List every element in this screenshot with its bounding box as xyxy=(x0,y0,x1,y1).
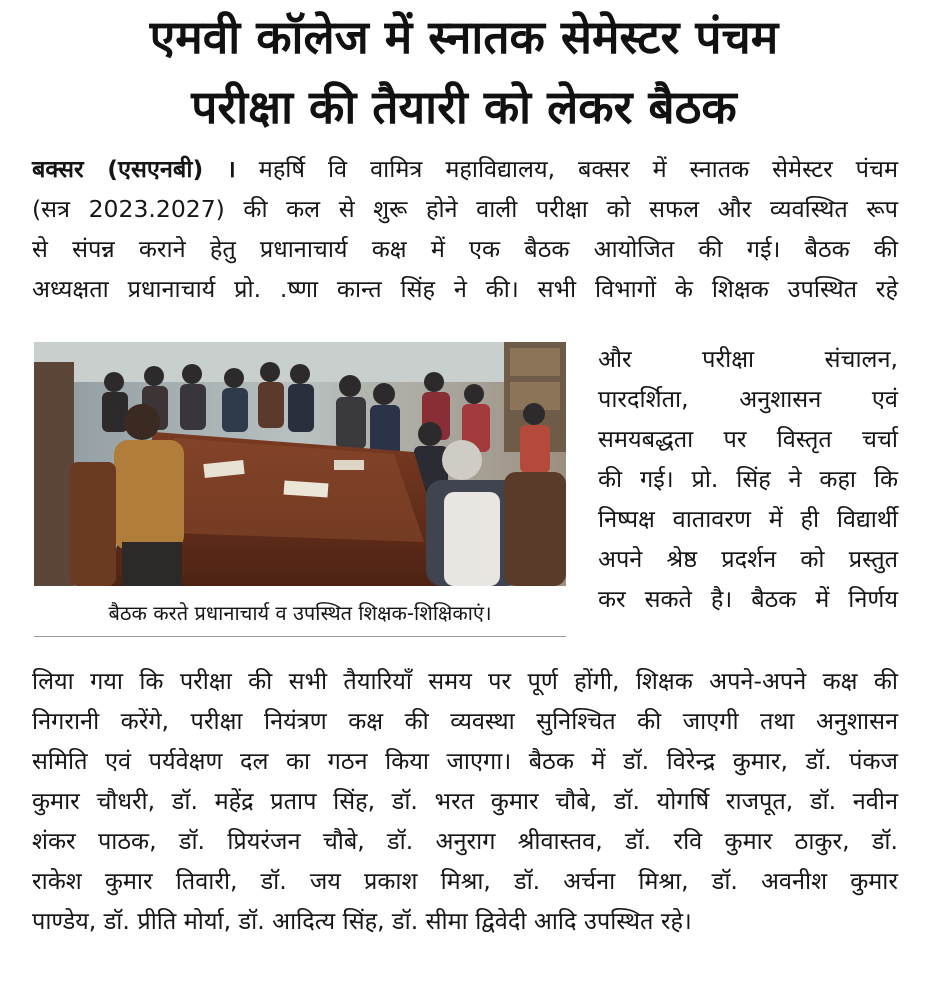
tail-line-3: समिति एवं पर्यवेक्षण दल का गठन किया जाएगा। बैठक में डॉ. विरेन्द्र कुमार, डॉ. पंकज xyxy=(32,747,898,775)
meeting-photo-illustration xyxy=(34,342,566,586)
body-line-1-text: महर्षि वि वामित्र महाविद्यालय, बक्सर में स्नातक सेमेस्टर पंचम xyxy=(235,155,898,183)
meeting-photo xyxy=(34,342,566,586)
tail-line-6: राकेश कुमार तिवारी, डॉ. जय प्रकाश मिश्रा, डॉ. अर्चना मिश्रा, डॉ. अवनीश कुमार xyxy=(32,867,898,895)
side-line-7: कर सकते है। बैठक में निर्णय xyxy=(598,585,898,613)
body-line-1 xyxy=(32,150,898,188)
tail-line-5: शंकर पाठक, डॉ. प्रियरंजन चौबे, डॉ. अनुराग श्रीवास्तव, डॉ. रवि कुमार ठाकुर, डॉ. xyxy=(32,827,898,855)
tail-line-7: पाण्डेय, डॉ. प्रीति मोर्या, डॉ. आदित्य सिंह, डॉ. सीमा द्विवेदी आदि उपस्थित रहे। xyxy=(32,907,692,935)
side-line-2: पारदर्शिता, अनुशासन एवं xyxy=(598,385,898,413)
photo-caption: बैठक करते प्रधानाचार्य व उपस्थित शिक्षक-शिक्षिकाएं। xyxy=(108,601,492,625)
body-line-4: अध्यक्षता प्रधानाचार्य प्रो. .ष्णा कान्त सिंह ने की। सभी विभागों के शिक्षक उपस्थित रहे xyxy=(32,275,898,303)
body-line-3: से संपन्न कराने हेतु प्रधानाचार्य कक्ष में एक बैठक आयोजित की गई। बैठक की xyxy=(32,235,898,263)
side-line-1: और परीक्षा संचालन, xyxy=(598,345,898,373)
tail-line-2: निगरानी करेंगे, परीक्षा नियंत्रण कक्ष की व्यवस्था सुनिश्चित की जाएगी तथा अनुशासन xyxy=(32,707,898,735)
body-line-2: (सत्र 2023.2027) की कल से शुरू होने वाली परीक्षा को सफल और व्यवस्थित रूप xyxy=(32,195,898,223)
dateline: बक्सर (एसएनबी) । xyxy=(32,155,236,183)
caption-divider xyxy=(34,636,566,637)
tail-line-4: कुमार चौधरी, डॉ. महेंद्र प्रताप सिंह, डॉ. भरत कुमार चौबे, डॉ. योगर्षि राजपूत, डॉ. नवीन xyxy=(32,787,898,815)
headline-line-2: परीक्षा की तैयारी को लेकर बैठक xyxy=(191,80,737,134)
side-line-4: की गई। प्रो. सिंह ने कहा कि xyxy=(598,465,898,493)
headline-line-1: एमवी कॉलेज में स्नातक सेमेस्टर पंचम xyxy=(149,10,779,64)
side-line-5: निष्पक्ष वातावरण में ही विद्यार्थी xyxy=(598,505,898,533)
tail-line-1: लिया गया कि परीक्षा की सभी तैयारियाँ समय पर पूर्ण होंगी, शिक्षक अपने-अपने कक्ष की xyxy=(32,667,898,695)
side-line-6: अपने श्रेष्ठ प्रदर्शन को प्रस्तुत xyxy=(598,545,898,573)
side-line-3: समयबद्धता पर विस्तृत चर्चा xyxy=(598,425,898,453)
